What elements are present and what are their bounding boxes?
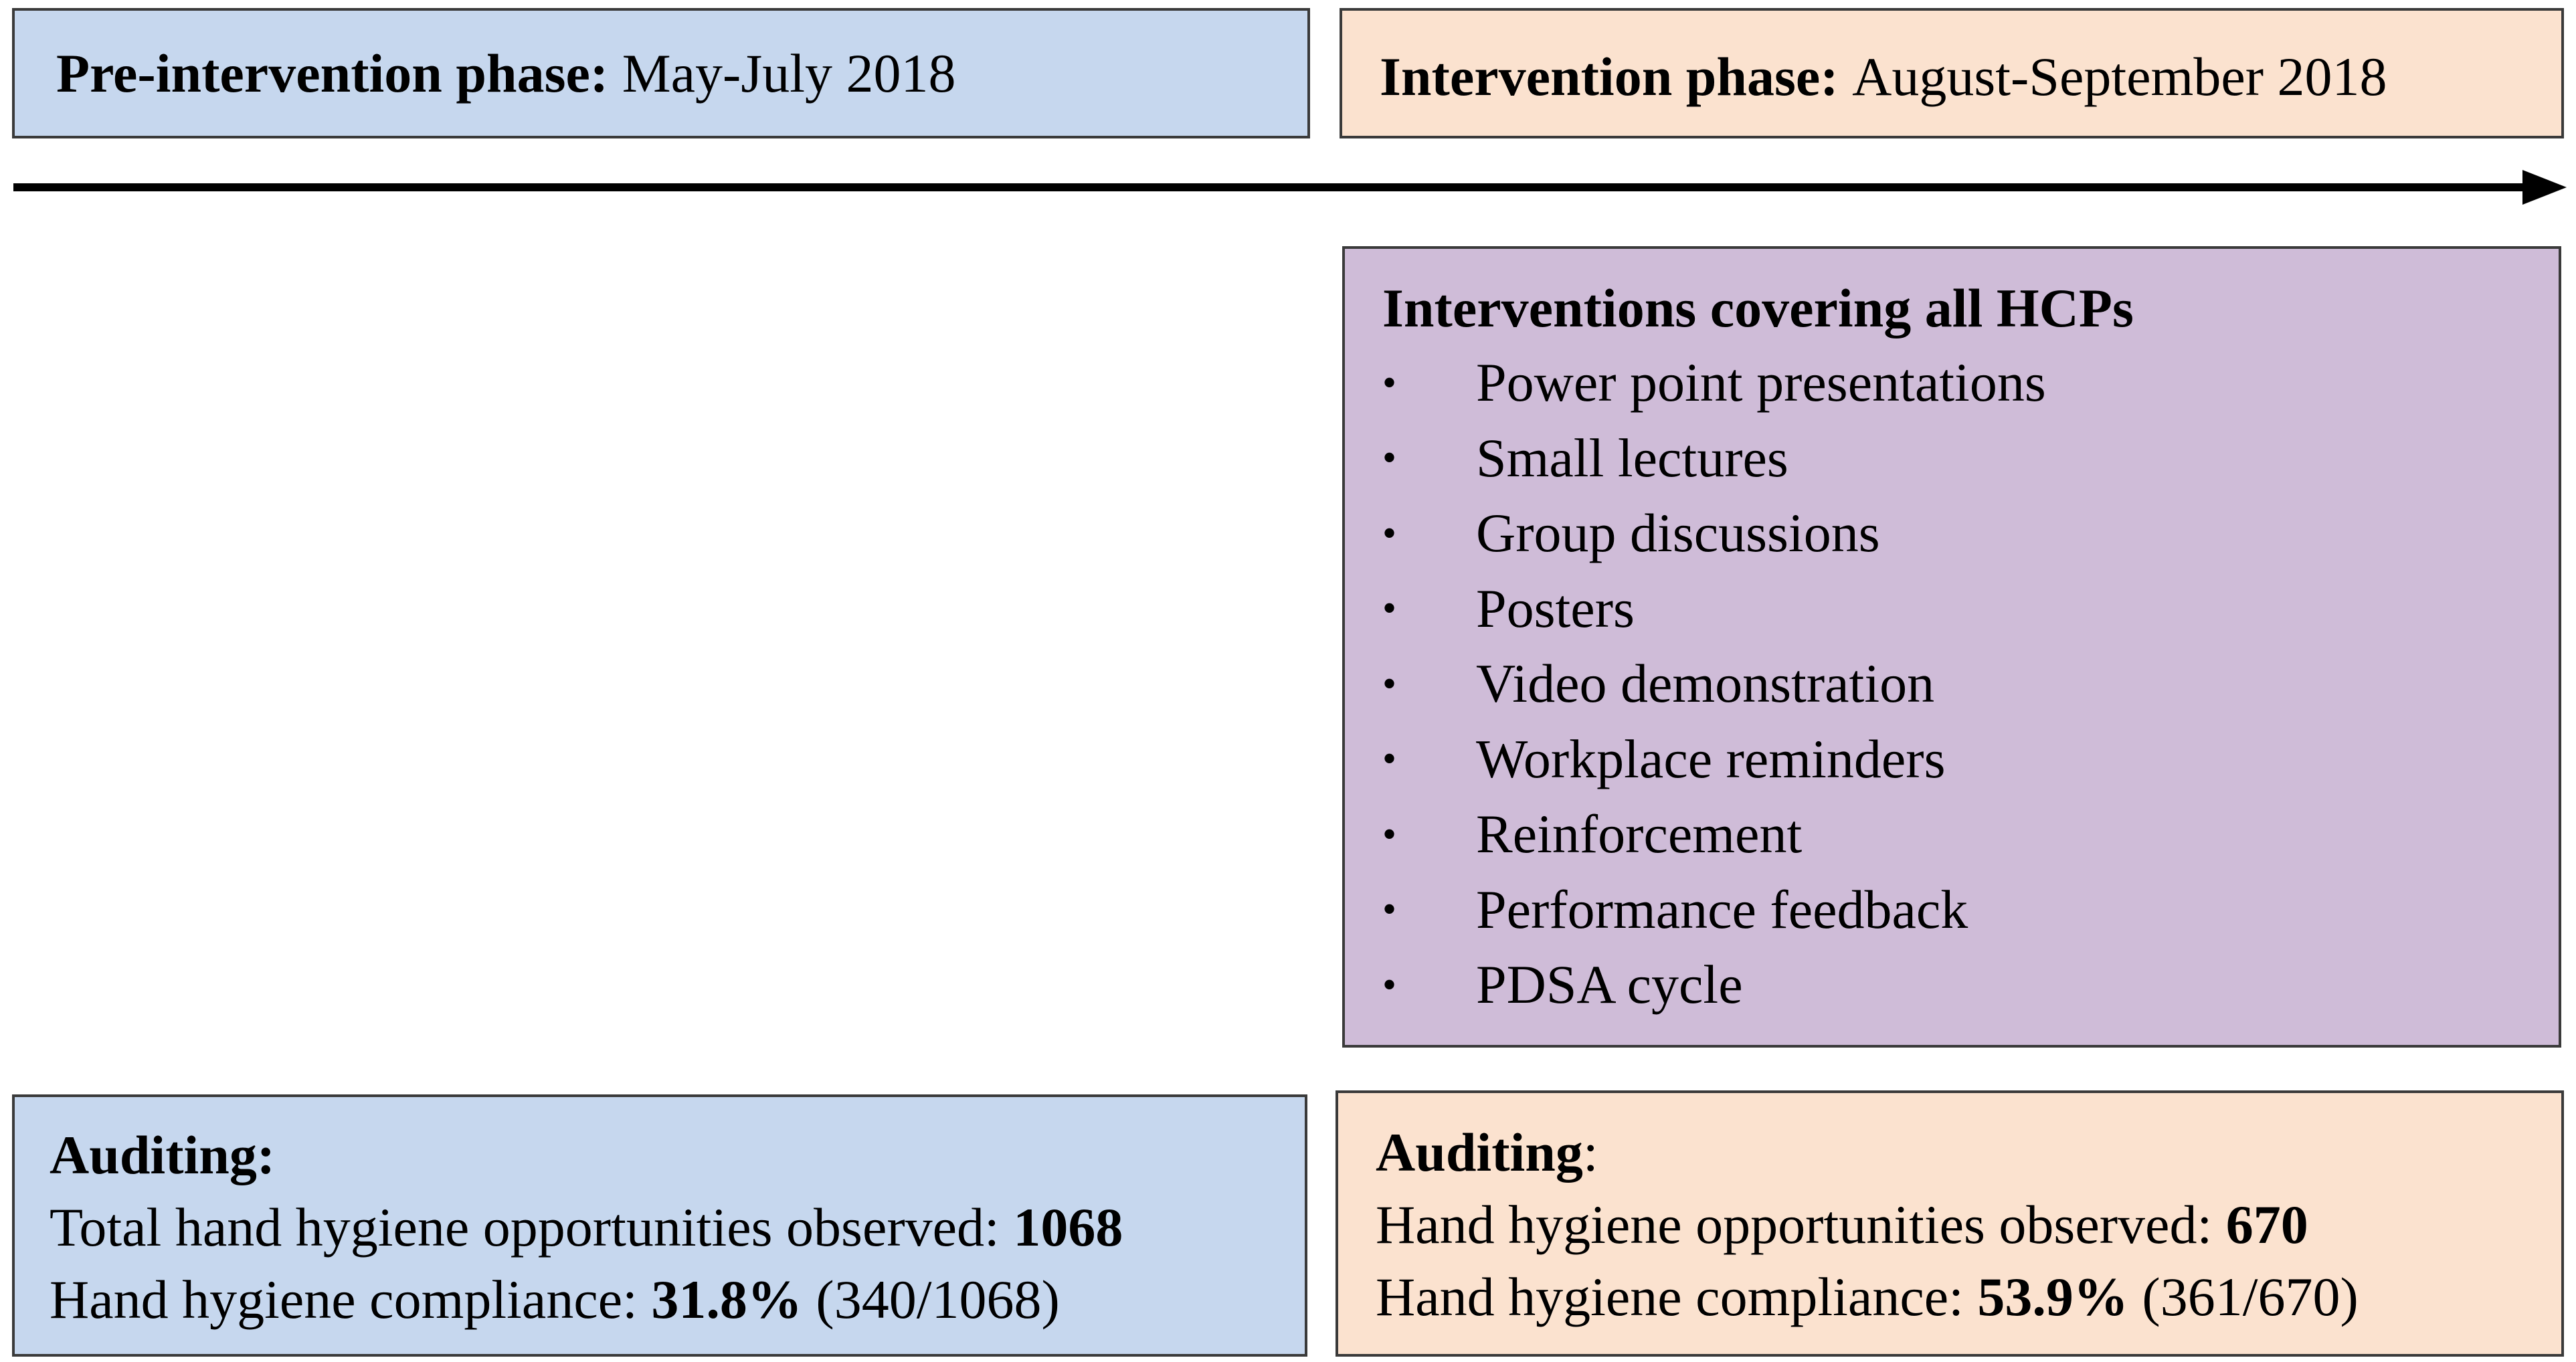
intervention-audit-opportunities-value: 670 — [2225, 1194, 2308, 1255]
intervention-item — [1382, 425, 1788, 492]
bullet-icon: • — [1382, 962, 1397, 1007]
pre-audit-compliance-label: Hand hygiene compliance: — [50, 1269, 638, 1330]
bullet-icon: • — [1382, 661, 1397, 706]
intervention-item-label: Reinforcement — [1476, 803, 1803, 864]
pre-audit-compliance-value: 31.8% — [651, 1269, 802, 1330]
intervention-item — [1382, 801, 1802, 868]
intervention-phase-dates: August-September 2018 — [1852, 45, 2387, 107]
pre-audit-compliance-line — [50, 1268, 1060, 1331]
intervention-item-label: Group discussions — [1476, 502, 1880, 563]
bullet-icon: • — [1382, 510, 1397, 555]
intervention-audit-compliance-value: 53.9% — [1977, 1266, 2128, 1327]
intervention-audit-opportunities-line — [1376, 1193, 2308, 1256]
intervention-audit-compliance-label: Hand hygiene compliance: — [1376, 1266, 1964, 1327]
intervention-item — [1382, 500, 1880, 567]
pre-intervention-audit-box — [12, 1094, 1307, 1357]
timeline-arrow — [0, 161, 2576, 214]
intervention-item-label: Power point presentations — [1476, 352, 2046, 413]
intervention-phase-text — [1380, 17, 2387, 136]
intervention-item — [1382, 876, 1968, 943]
bullet-icon: • — [1382, 586, 1397, 630]
pre-phase-label: Pre-intervention phase: — [56, 42, 609, 104]
intervention-item-label: Small lectures — [1476, 427, 1788, 488]
intervention-item — [1382, 349, 2046, 416]
intervention-audit-compliance-ratio: (361/670) — [2142, 1266, 2359, 1327]
pre-audit-compliance-ratio: (340/1068) — [816, 1269, 1060, 1330]
intervention-item-label: PDSA cycle — [1476, 954, 1743, 1015]
bullet-icon: • — [1382, 887, 1397, 931]
bullet-icon: • — [1382, 811, 1397, 856]
pre-audit-heading: Auditing: — [50, 1125, 276, 1185]
intervention-item — [1382, 951, 1743, 1018]
intervention-item-label: Posters — [1476, 577, 1635, 639]
bullet-icon: • — [1382, 737, 1397, 781]
pre-audit-opportunities-line — [50, 1196, 1123, 1259]
pre-intervention-phase-box — [12, 8, 1310, 138]
bullet-icon: • — [1382, 360, 1397, 405]
intervention-phase-label: Intervention phase: — [1380, 45, 1839, 107]
intervention-item — [1382, 650, 1934, 717]
intervention-phase-box — [1340, 8, 2564, 138]
intervention-item — [1382, 575, 1635, 642]
pre-audit-opportunities-label: Total hand hygiene opportunities observed: — [50, 1197, 1000, 1258]
pre-phase-dates: May-July 2018 — [622, 42, 956, 104]
pre-intervention-phase-text — [56, 11, 956, 136]
intervention-audit-heading-suffix: : — [1582, 1122, 1598, 1183]
intervention-audit-opportunities-label: Hand hygiene opportunities observed: — [1376, 1194, 2213, 1255]
interventions-box — [1342, 246, 2561, 1048]
intervention-item-label: Workplace reminders — [1476, 728, 1946, 789]
pre-audit-opportunities-value: 1068 — [1013, 1197, 1123, 1258]
intervention-item-label: Video demonstration — [1476, 653, 1935, 714]
intervention-item-label: Performance feedback — [1476, 878, 1968, 940]
intervention-audit-compliance-line — [1376, 1266, 2359, 1329]
intervention-item — [1382, 726, 1945, 793]
intervention-audit-heading-line — [1376, 1121, 1598, 1184]
timeline-arrowhead — [2522, 170, 2567, 205]
bullet-icon: • — [1382, 435, 1397, 480]
pre-audit-heading-line — [50, 1124, 275, 1187]
intervention-audit-heading: Auditing — [1376, 1122, 1583, 1183]
interventions-title: Interventions covering all HCPs — [1382, 278, 2134, 338]
intervention-audit-box — [1336, 1090, 2564, 1357]
